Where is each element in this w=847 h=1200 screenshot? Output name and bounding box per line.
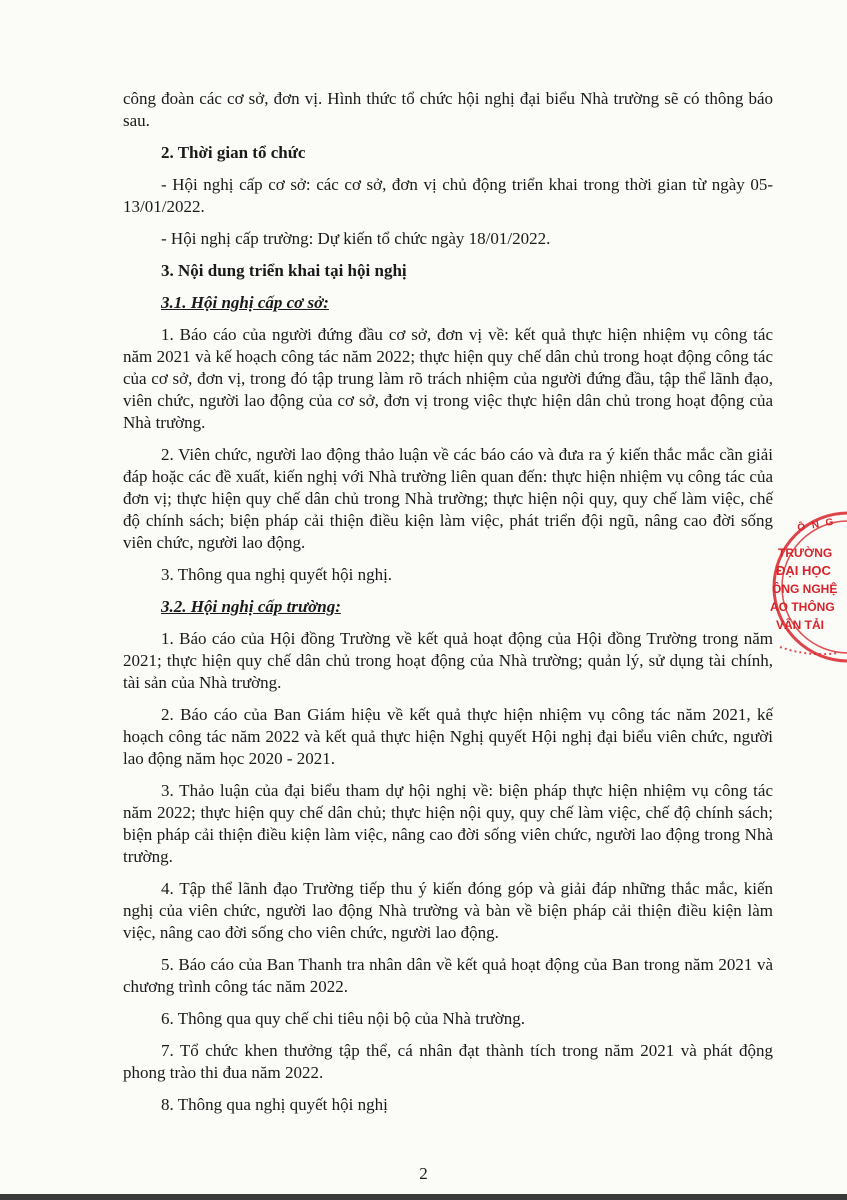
subsection-heading <box>123 292 773 314</box>
paragraph: 2. Báo cáo của Ban Giám hiệu về kết quả thực hiện nhiệm vụ công tác năm 2021, kế hoạch công tác năm 2022 và kết quả thực hiện Nghị quyết Hội nghị đại biểu viên chức, người lao động năm học 2020 - 2021. <box>123 705 773 768</box>
stamp-line: ĐẠI HỌC <box>776 563 831 578</box>
scan-bottom-edge <box>0 1194 847 1200</box>
stamp-line: VẬN TẢI <box>776 618 824 632</box>
paragraph: 1. Báo cáo của người đứng đầu cơ sở, đơn vị về: kết quả thực hiện nhiệm vụ công tác năm 2021 và kế hoạch công tác năm 2022; thực hiện quy chế dân chủ trong hoạt động công tác của cơ sở, đơn vị, trong đó tập trung làm rõ trách nhiệm của người đứng đầu, tập thể lãnh đạo, viên chức, người lao động của cơ sở, đơn vị trong việc thực hiện dân chủ trong hoạt động của Nhà trường. <box>123 325 773 432</box>
paragraph: 5. Báo cáo của Ban Thanh tra nhân dân về kết quả hoạt động của Ban trong năm 2021 và chương trình công tác năm 2022. <box>123 955 773 996</box>
paragraph: 2. Viên chức, người lao động thảo luận về các báo cáo và đưa ra ý kiến thắc mắc cần giải đáp hoặc các đề xuất, kiến nghị với Nhà trường liên quan đến: thực hiện nhiệm vụ công tác của đơn vị; thực hiện quy chế dân chủ trong Nhà trường; thực hiện nội quy, quy chế làm việc, chế độ chính sách; biện pháp cải thiện điều kiện làm việc, phát triển đội ngũ, nâng cao đời sống viên chức, người lao động. <box>123 445 773 552</box>
stamp-arc-text: Ô N G <box>796 516 837 534</box>
paragraph: công đoàn các cơ sở, đơn vị. Hình thức tổ chức hội nghị đại biểu Nhà trường sẽ có thông báo sau. <box>123 89 773 130</box>
paragraph: 8. Thông qua nghị quyết hội nghị <box>161 1095 388 1114</box>
stamp-line: TRƯỜNG <box>778 546 833 560</box>
paragraph: 1. Báo cáo của Hội đồng Trường về kết quả hoạt động của Hội đồng Trường trong năm 2021; thực hiện quy chế dân chủ trong hoạt động của Nhà trường; quản lý, sử dụng tài chính, tài sản của Nhà trường. <box>123 629 773 692</box>
paragraph: 3. Thông qua nghị quyết hội nghị. <box>161 565 393 584</box>
paragraph: 6. Thông qua quy chế chi tiêu nội bộ của Nhà trường. <box>161 1009 525 1028</box>
subsection-heading-text: 3.1. Hội nghị cấp cơ sở: <box>161 293 329 312</box>
stamp-line: ÔNG NGHỆ <box>772 582 838 596</box>
paragraph: - Hội nghị cấp trường: Dự kiến tổ chức ngày 18/01/2022. <box>161 229 551 248</box>
section-heading: 3. Nội dung triển khai tại hội nghị <box>161 261 407 280</box>
paragraph: 7. Tổ chức khen thưởng tập thể, cá nhân đạt thành tích trong năm 2021 và phát động phong trào thi đua năm 2022. <box>123 1041 773 1082</box>
subsection-heading <box>123 596 773 618</box>
paragraph: - Hội nghị cấp cơ sở: các cơ sở, đơn vị chủ động triển khai trong thời gian từ ngày 05-13/01/2022. <box>123 175 773 216</box>
section-heading: 2. Thời gian tổ chức <box>161 143 306 162</box>
document-body <box>123 88 773 1116</box>
paragraph: 4. Tập thể lãnh đạo Trường tiếp thu ý kiến đóng góp và giải đáp những thắc mắc, kiến nghị của viên chức, người lao động Nhà trường và bàn về biện pháp cải thiện điều kiện làm việc, nâng cao đời sống cho viên chức, người lao động. <box>123 879 773 942</box>
stamp-line: AO THÔNG <box>770 600 835 614</box>
paragraph: 3. Thảo luận của đại biểu tham dự hội nghị về: biện pháp thực hiện nhiệm vụ công tác năm 2022; thực hiện quy chế dân chủ; thực hiện nội quy, quy chế làm việc, chế độ chính sách; biện pháp cải thiện điều kiện làm việc, nâng cao đời sống viên chức, người lao động trong Nhà trường. <box>123 781 773 866</box>
official-seal-stamp <box>768 505 847 670</box>
subsection-heading-text: 3.2. Hội nghị cấp trường: <box>161 597 341 616</box>
page-number: 2 <box>419 1164 428 1183</box>
